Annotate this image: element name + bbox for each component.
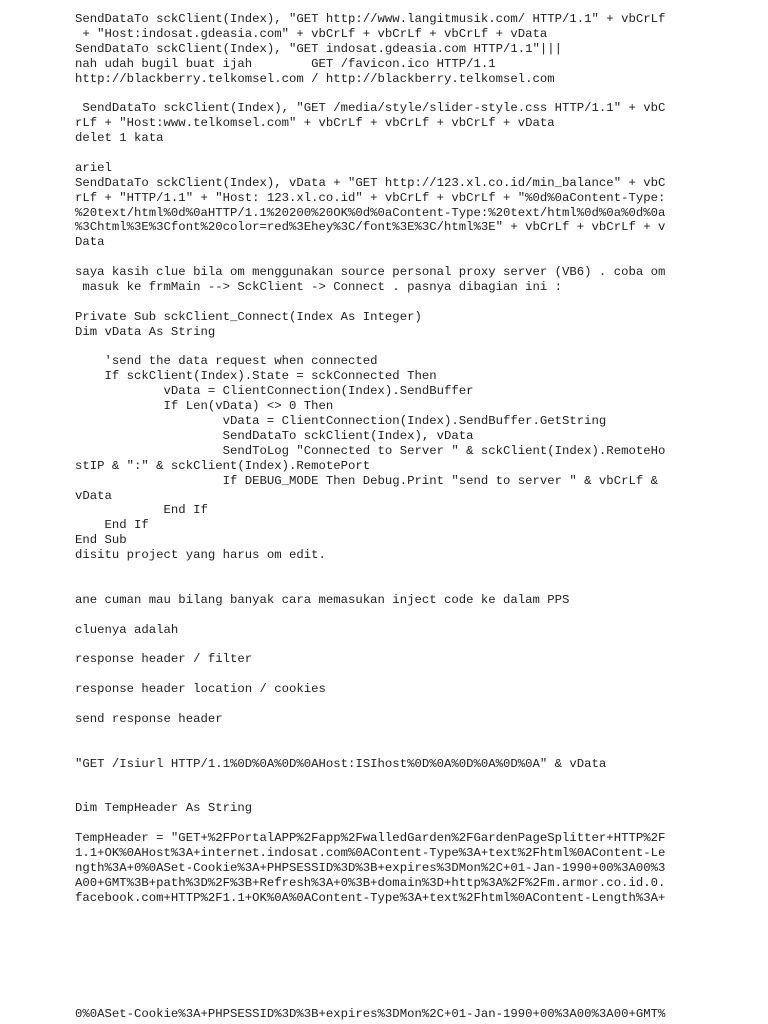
- blank-line: [75, 563, 695, 578]
- text-line: Dim vData As String: [75, 324, 216, 339]
- text-line: masuk ke frmMain --> SckClient -> Connect . pasnya dibagian ini :: [75, 280, 563, 295]
- text-line: disitu project yang harus om edit.: [75, 548, 326, 563]
- blank-line: [75, 727, 695, 742]
- text-line: facebook.com+HTTP%2F1.1+OK%0A%0AContent-Type%3A+text%2Fhtml%0AContent-Length%3A+: [75, 890, 666, 905]
- text-line: 'send the data request when connected: [75, 354, 378, 369]
- text-line: If Len(vData) <> 0 Then: [75, 399, 334, 414]
- text-line: + "Host:indosat.gdeasia.com" + vbCrLf + vbCrLf + vbCrLf + vData: [75, 26, 548, 41]
- blank-line: [75, 578, 695, 593]
- blank-line: [75, 786, 695, 801]
- document-continuation: [75, 1007, 695, 1022]
- blank-line: [75, 637, 695, 652]
- blank-line: [75, 697, 695, 712]
- text-line: If DEBUG_MODE Then Debug.Print "send to server " & vbCrLf &: [75, 473, 658, 488]
- blank-line: [75, 86, 695, 101]
- text-line: nah udah bugil buat ijah GET /favicon.ico HTTP/1.1: [75, 56, 496, 71]
- document-body: [75, 12, 695, 905]
- text-line: SendDataTo sckClient(Index), "GET indosat.gdeasia.com HTTP/1.1"|||: [75, 41, 563, 56]
- text-line: send response header: [75, 711, 223, 726]
- text-line: vData = ClientConnection(Index).SendBuffer.GetString: [75, 414, 607, 429]
- blank-line: [75, 340, 695, 355]
- blank-line: [75, 771, 695, 786]
- text-line: delet 1 kata: [75, 131, 164, 146]
- text-line: response header / filter: [75, 652, 253, 667]
- text-line: vData: [75, 488, 112, 503]
- text-line: rLf + "Host:www.telkomsel.com" + vbCrLf + vbCrLf + vbCrLf + vData: [75, 116, 555, 131]
- text-line: ariel: [75, 160, 112, 175]
- text-line: http://blackberry.telkomsel.com / http://blackberry.telkomsel.com: [75, 71, 555, 86]
- text-line: stIP & ":" & sckClient(Index).RemotePort: [75, 458, 371, 473]
- text-line: SendDataTo sckClient(Index), "GET /media/style/slider-style.css HTTP/1.1" + vbC: [75, 101, 666, 116]
- text-line: ane cuman mau bilang banyak cara memasukan inject code ke dalam PPS: [75, 592, 570, 607]
- text-line: If sckClient(Index).State = sckConnected Then: [75, 369, 437, 384]
- text-line: End If: [75, 503, 208, 518]
- text-line: TempHeader = "GET+%2FPortalAPP%2Fapp%2FwalledGarden%2FGardenPageSplitter+HTTP%2F: [75, 830, 666, 845]
- text-line: Private Sub sckClient_Connect(Index As Integer): [75, 309, 422, 324]
- text-line: End Sub: [75, 533, 127, 548]
- blank-line: [75, 250, 695, 265]
- text-line: %3Chtml%3E%3Cfont%20color=red%3Ehey%3C/font%3E%3C/html%3E" + vbCrLf + vbCrLf + v: [75, 220, 666, 235]
- blank-line: [75, 146, 695, 161]
- text-line: A00+GMT%3B+path%3D%2F%3B+Refresh%3A+0%3B+domain%3D+http%3A%2F%2Fm.armor.co.id.0.: [75, 875, 666, 890]
- text-line: SendDataTo sckClient(Index), vData + "GET http://123.xl.co.id/min_balance" + vbC: [75, 175, 666, 190]
- text-line: vData = ClientConnection(Index).SendBuffer: [75, 384, 474, 399]
- blank-line: [75, 742, 695, 757]
- text-line: SendDataTo sckClient(Index), "GET http://www.langitmusik.com/ HTTP/1.1" + vbCrLf: [75, 12, 666, 26]
- text-line: SendDataTo sckClient(Index), vData: [75, 428, 474, 443]
- blank-line: [75, 295, 695, 310]
- text-line: Dim TempHeader As String: [75, 801, 253, 816]
- text-line: Data: [75, 235, 105, 250]
- text-line: End If: [75, 518, 149, 533]
- text-line: SendToLog "Connected to Server " & sckClient(Index).RemoteHo: [75, 443, 666, 458]
- text-line: "GET /Isiurl HTTP/1.1%0D%0A%0D%0AHost:ISIhost%0D%0A%0D%0A%0D%0A" & vData: [75, 756, 607, 771]
- text-line: ngth%3A+0%0ASet-Cookie%3A+PHPSESSID%3D%3B+expires%3DMon%2C+01-Jan-1990+00%3A00%3: [75, 860, 666, 875]
- text-line: %20text/html%0d%0aHTTP/1.1%20200%20OK%0d%0aContent-Type:%20text/html%0d%0a%0d%0a: [75, 205, 666, 220]
- text-line: rLf + "HTTP/1.1" + "Host: 123.xl.co.id" + vbCrLf + vbCrLf + "%0d%0aContent-Type:: [75, 190, 666, 205]
- text-line: 0%0ASet-Cookie%3A+PHPSESSID%3D%3B+expires%3DMon%2C+01-Jan-1990+00%3A00%3A00+GMT%: [75, 1007, 666, 1021]
- blank-line: [75, 816, 695, 831]
- text-line: 1.1+OK%0AHost%3A+internet.indosat.com%0AContent-Type%3A+text%2Fhtml%0AContent-Le: [75, 845, 666, 860]
- text-line: response header location / cookies: [75, 682, 326, 697]
- text-line: saya kasih clue bila om menggunakan source personal proxy server (VB6) . coba om: [75, 265, 666, 280]
- blank-line: [75, 667, 695, 682]
- blank-line: [75, 608, 695, 623]
- text-line: cluenya adalah: [75, 622, 179, 637]
